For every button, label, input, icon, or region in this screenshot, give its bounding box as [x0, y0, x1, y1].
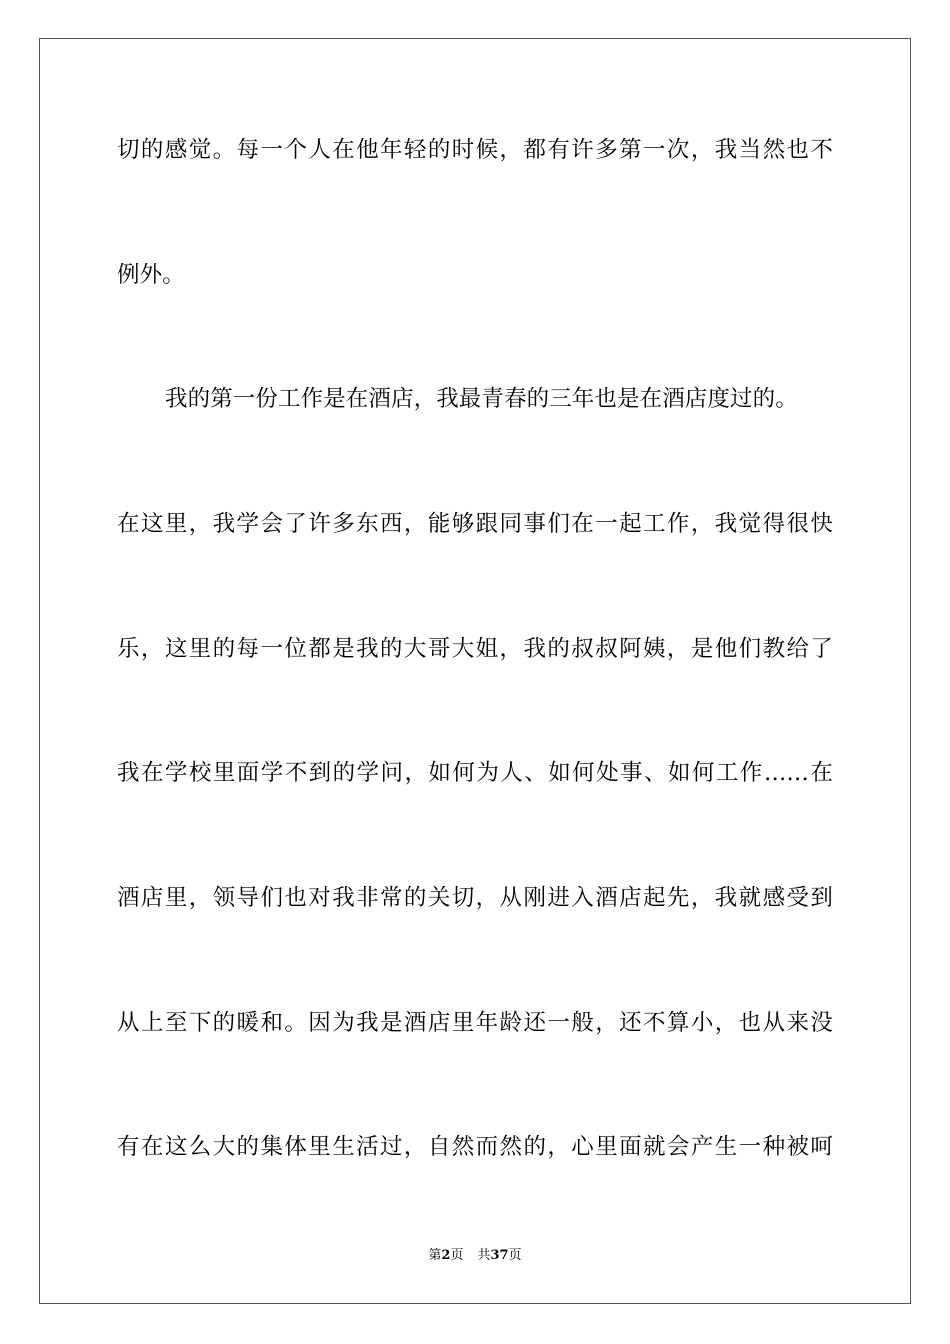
body-line-9: 有在这么大的集体里生活过，自然而然的，心里面就会产生一种被呵 [117, 1134, 833, 1160]
footer-page-suffix: 页 [450, 1248, 464, 1263]
body-line-4: 在这里，我学会了许多东西，能够跟同事们在一起工作，我觉得很快 [117, 511, 833, 537]
footer-page-prefix: 第 [428, 1248, 442, 1263]
body-line-6: 我在学校里面学不到的学问，如何为人、如何处事、如何工作……在 [117, 760, 833, 786]
footer-total-suffix: 页 [508, 1248, 522, 1263]
body-line-2: 例外。 [117, 262, 185, 288]
body-line-1: 切的感觉。每一个人在他年轻的时候，都有许多第一次，我当然也不 [117, 137, 833, 163]
footer-total-pages: 37 [490, 1248, 509, 1263]
body-line-8: 从上至下的暖和。因为我是酒店里年龄还一般，还不算小，也从来没 [117, 1010, 833, 1036]
body-line-5: 乐，这里的每一位都是我的大哥大姐，我的叔叔阿姨，是他们教给了 [117, 636, 833, 662]
footer-page-number: 2 [441, 1248, 451, 1263]
footer-total-prefix: 共 [477, 1248, 491, 1263]
page-footer [0, 1247, 950, 1265]
page-border [39, 38, 911, 1304]
body-line-3: 我的第一份工作是在酒店，我最青春的三年也是在酒店度过的。 [165, 386, 798, 412]
body-line-7: 酒店里，领导们也对我非常的关切，从刚进入酒店起先，我就感受到 [117, 885, 833, 911]
